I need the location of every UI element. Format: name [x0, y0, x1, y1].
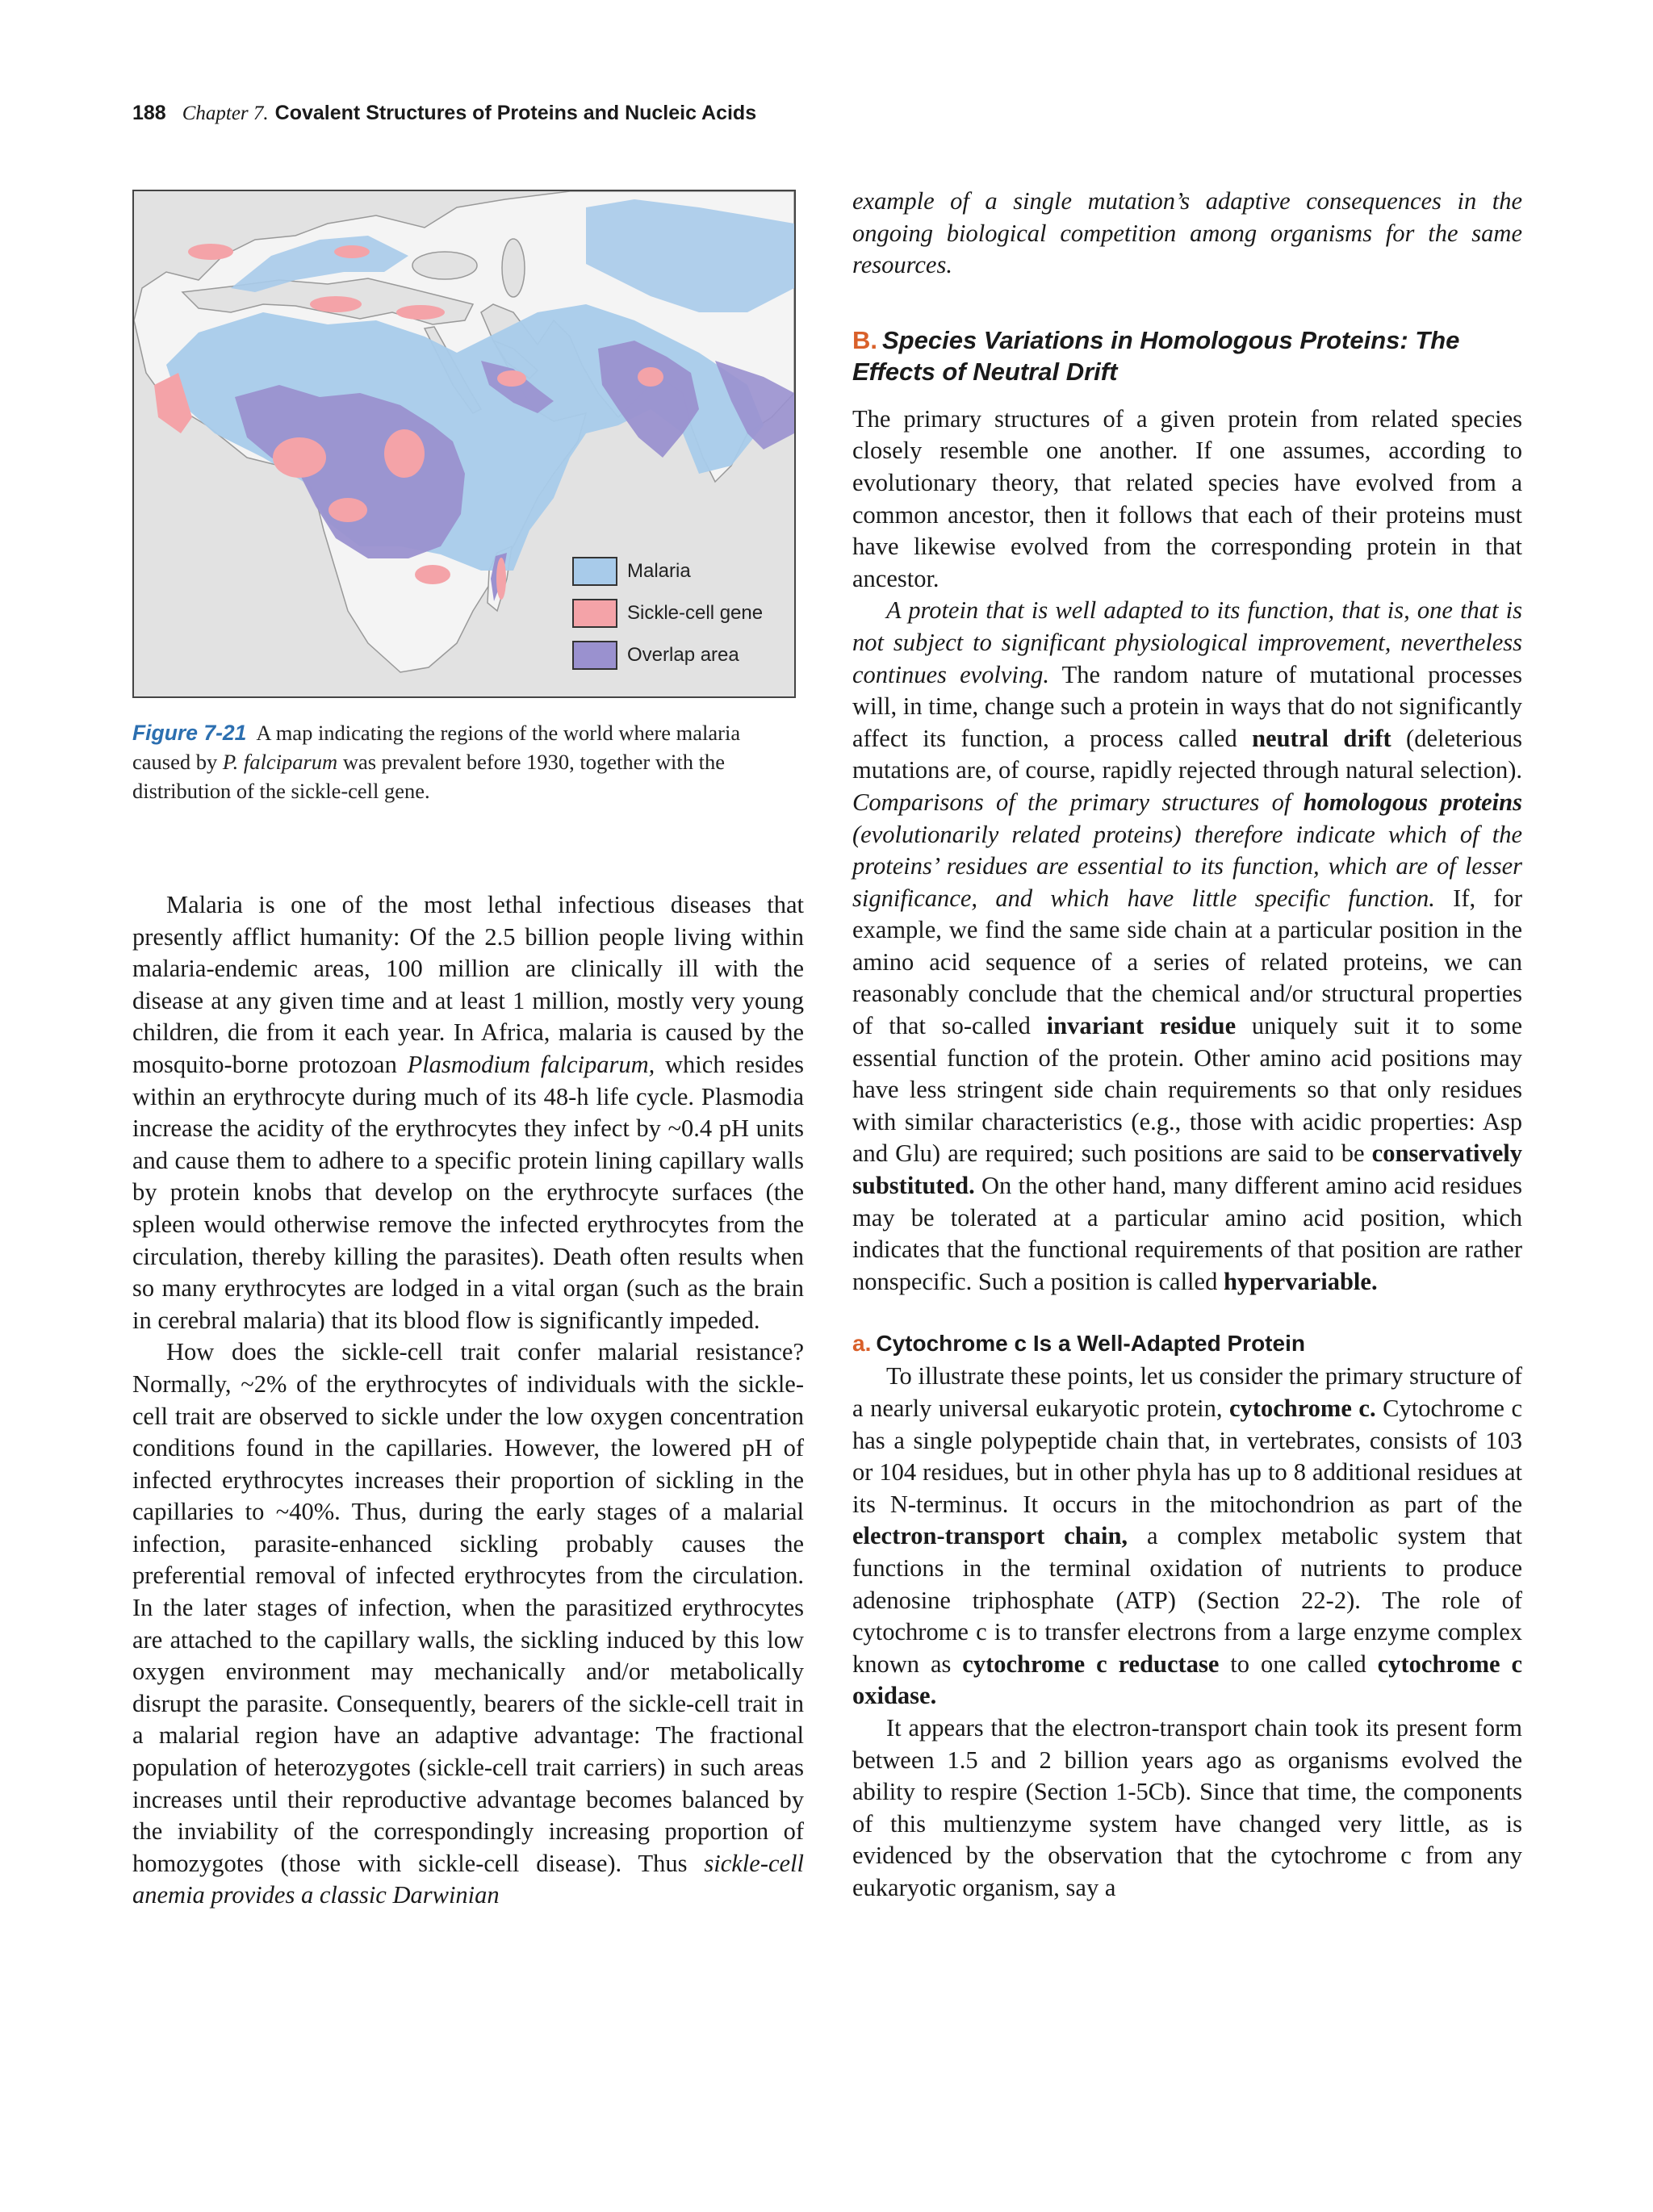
map-legend — [572, 554, 763, 680]
sickle-italy — [334, 245, 370, 258]
text-run: Malaria is one of the most lethal infectious diseases that presently afflict humanity: Of the 2.5 billion people living within malaria-endemic areas, 100 million are clinically ill with the disease at any given time and at least 1 million, mostly very young children, die from it each year. In Africa, malaria is caused by the mosquito-borne protozoan — [132, 891, 804, 1078]
legend-swatch-malaria — [572, 557, 617, 586]
sickle-madagascar — [496, 558, 506, 600]
left-column — [132, 889, 804, 1912]
legend-swatch-overlap — [572, 641, 617, 670]
italic-run: A protein that is well adapted to its function, that is, one that is not subject to significant physiological improvement, nevertheless continues evolving. — [852, 596, 1522, 688]
legend-item-malaria — [572, 554, 763, 588]
figure-label: Figure 7-21 — [132, 721, 247, 745]
sickle-sudan — [384, 429, 425, 478]
figure-caption — [132, 718, 796, 805]
paragraph: It appears that the electron-transport chain took its present form between 1.5 and 2 billion years ago as organisms evolved the ability to respire (Section 1-5Cb). Since that time, the components of this multienzyme system have changed very little, as is evidenced by the observation that the cytochrome c from any eukaryotic organism, say a — [852, 1713, 1522, 1901]
caspian-sea — [502, 239, 525, 297]
legend-item-sickle-cell — [572, 596, 763, 630]
text-run: The random nature of mutational processes will, in time, change such a protein in ways that do not significantly affect its function, a process called — [852, 660, 1522, 752]
chapter-title: Covalent Structures of Proteins and Nucleic Acids — [274, 102, 757, 124]
text-run: uniquely suit it to some essential function of the protein. Other amino acid positions may have less stringent side chain requirements so that only residues with similar characteristics (e.g., those with acidic properties: Asp and Glu) are required; such positions are said to be — [852, 1012, 1522, 1168]
paragraph: The primary structures of a given protein from related species closely resemble one another. If one assumes, according to evolutionary theory, that related species have evolved from a common ancestor, then it follows that each of their proteins must have likewise evolved from the corresponding protein in that ancestor. — [852, 404, 1522, 592]
legend-label: Malaria — [627, 560, 691, 582]
text-run: How does the sickle-cell trait confer malarial resistance? Normally, ~2% of the erythrocytes of individuals with the sickle-cell trait are observed to sickle under the low oxygen concentration conditions found in the capillaries. However, the lowered pH of infected erythrocytes increases their proportion of sickling in the capillaries to ~40%. Thus, during the early stages of a malarial infection, parasite-enhanced sickling probably causes the preferential removal of infected erythrocytes from the circulation. In the later stages of infection, when the parasitized erythrocytes are attached to the capillary walls, the sickling induced by this low oxygen environment may mechanically and/or metabolically disrupt the parasite. Consequently, bearers of the sickle-cell trait in a malarial region have an adaptive advantage: The fractional population of heterozygotes (sickle-cell trait carriers) in such areas increases until their reproductive advantage becomes balanced by the inviability of the correspondingly increasing proportion of homozygotes (those with sickle-cell disease). Thus — [132, 1338, 804, 1877]
sickle-westafrica — [273, 437, 326, 478]
sickle-centralafrica — [329, 498, 367, 522]
section-title: Species Variations in Homologous Proteins: The Effects of Neutral Drift — [852, 325, 1460, 386]
caption-species: P. falciparum — [222, 750, 338, 774]
legend-swatch-sickle-cell — [572, 599, 617, 628]
text-run: On the other hand, many different amino acid residues may be tolerated at a particular amino acid position, which indicates that the functional requirements of that position are rather nonspecific. Such a position is called — [852, 1172, 1522, 1295]
legend-label: Overlap area — [627, 644, 739, 666]
section-letter: B. — [852, 325, 877, 354]
sickle-greece — [396, 305, 445, 320]
text-run: a complex metabolic system that functions in the terminal oxidation of nutrients to produce adenosine triphosphate (ATP) (Section 22-2). The role of cytochrome c is to transfer electrons from a large enzyme complex known as — [852, 1522, 1522, 1678]
sickle-arabia — [497, 370, 526, 387]
subsection-title: Cytochrome c Is a Well-Adapted Protein — [876, 1331, 1305, 1357]
section-heading — [852, 324, 1522, 387]
caption-text: A map indicating the regions of the world where malaria caused by — [132, 721, 741, 774]
sickle-india — [638, 367, 663, 387]
term-neutral-drift: neutral drift — [1252, 724, 1391, 752]
term-homologous-proteins: homologous proteins — [1303, 788, 1522, 816]
text-run: which resides within an erythrocyte during much of its 48-h life cycle. Plasmodia increase the acidity of the erythrocytes they infect by ~0.4 pH units and cause them to adhere to a specific protein lining capillary walls by protein knobs that develop on the erythrocyte surfaces (the spleen would otherwise remove the infected erythrocytes from the circulation, thereby killing the parasites). Death often results when so many erythrocytes are lodged in a vital organ (such as the brain in cerebral malaria) that its blood flow is significantly impeded. — [132, 1050, 804, 1334]
paragraph — [132, 889, 804, 1336]
paragraph — [852, 595, 1522, 1298]
chapter-label: Chapter 7. — [182, 102, 269, 124]
legend-label: Sickle-cell gene — [627, 602, 764, 624]
italic-run: sickle-cell anemia provides a classic Darwinian — [132, 1849, 804, 1909]
italic-run: Comparisons of the primary structures of — [852, 788, 1304, 816]
subsection-heading — [852, 1328, 1522, 1359]
term-cytochrome-c-reductase: cytochrome c reductase — [962, 1650, 1220, 1678]
text-run: If, for example, we find the same side chain at a particular position in the amino acid sequence of a series of related proteins, we can reasonably conclude that the chemical and/or structural properties of that so-called — [852, 884, 1522, 1040]
term-cytochrome-c: cytochrome c. — [1229, 1395, 1376, 1422]
text-run: Cytochrome c has a single polypeptide chain that, in vertebrates, consists of 103 or 104 residues, but in other phyla has up to 8 additional residues at its N-terminus. It occurs in the mitochondrion as part of the — [852, 1395, 1522, 1518]
page-number: 188 — [132, 102, 166, 124]
term-hypervariable: hypervariable. — [1223, 1267, 1378, 1295]
species-name: Plasmodium falciparum, — [407, 1050, 655, 1078]
continuation-paragraph: example of a single mutation’s adaptive consequences in the ongoing biological competition among organisms for the same resources. — [852, 187, 1522, 279]
sickle-spain — [188, 244, 233, 260]
term-invariant-residue: invariant residue — [1046, 1012, 1237, 1040]
malaria-map-figure — [132, 190, 796, 698]
paragraph — [132, 1336, 804, 1912]
sickle-eastafrica — [415, 565, 450, 584]
term-conservatively-substituted: conservatively substituted. — [852, 1139, 1522, 1200]
text-run: (deleterious mutations are, of course, rapidly rejected through natural selection). — [852, 724, 1523, 784]
running-head — [132, 102, 756, 125]
paragraph — [852, 1361, 1522, 1712]
text-run: To illustrate these points, let us consider the primary structure of a nearly universal eukaryotic protein, — [852, 1362, 1522, 1422]
black-sea — [412, 252, 477, 279]
caption-text: was prevalent before 1930, together with the distribution of the sickle-cell gene. — [132, 750, 725, 803]
text-run: to one called — [1219, 1650, 1378, 1678]
term-cytochrome-c-oxidase: cytochrome c oxidase. — [852, 1650, 1522, 1710]
legend-item-overlap — [572, 638, 763, 672]
italic-run: (evolutionarily related proteins) therefore indicate which of the proteins’ residues are essential to its function, which are of lesser significance, and which have little specific function. — [852, 820, 1522, 912]
subsection-letter: a. — [852, 1331, 872, 1357]
sickle-libya — [310, 296, 362, 312]
term-electron-transport-chain: electron-transport chain, — [852, 1522, 1128, 1550]
right-column — [852, 186, 1522, 1905]
